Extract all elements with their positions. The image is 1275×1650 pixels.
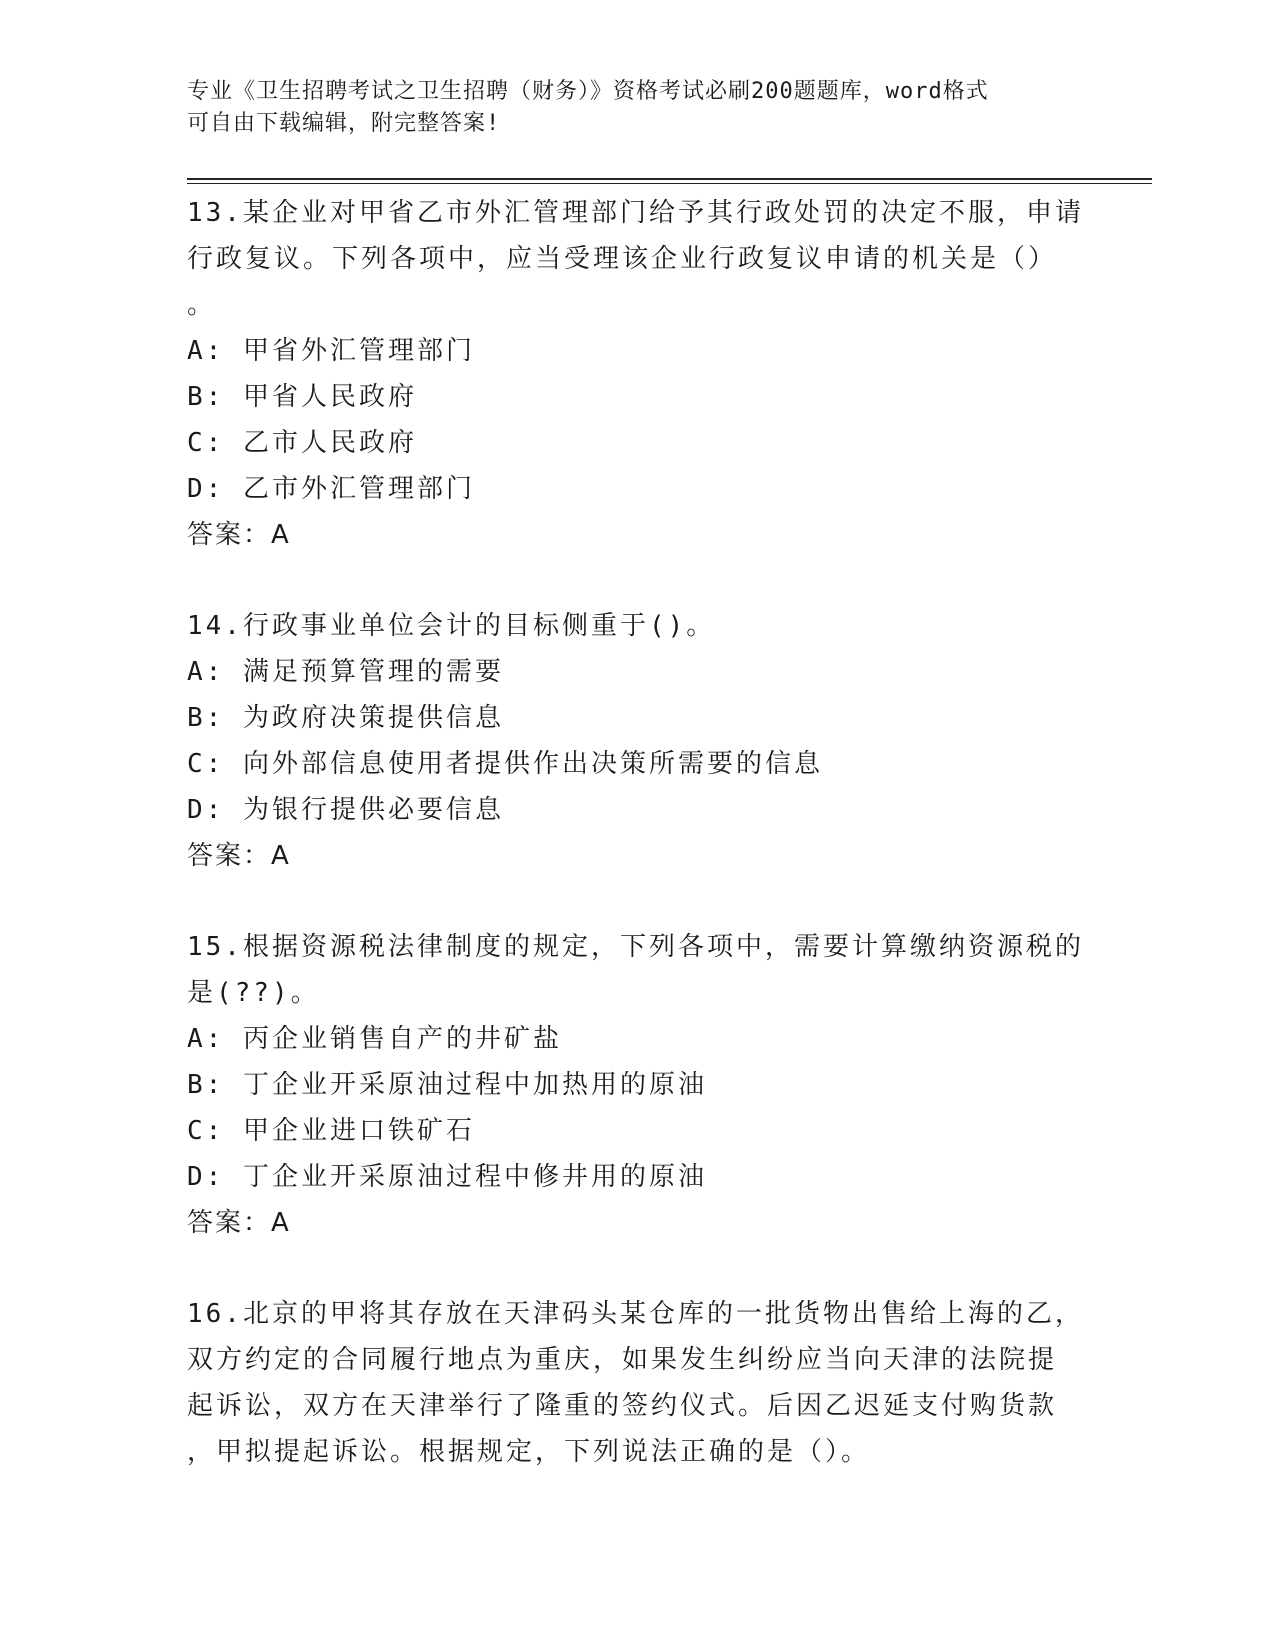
question-13-option-d: D: 乙市外汇管理部门 — [187, 474, 475, 504]
question-15-option-d: D: 丁企业开采原油过程中修井用的原油 — [187, 1162, 707, 1192]
question-13 — [187, 190, 1087, 558]
question-15-stem-line-1: 15.根据资源税法律制度的规定，下列各项中，需要计算缴纳资源税的 — [187, 932, 1084, 962]
question-13-answer: 答案：A — [187, 520, 291, 550]
question-14-option-b: B: 为政府决策提供信息 — [187, 703, 504, 733]
question-14 — [187, 603, 1087, 879]
header-line-2: 可自由下载编辑，附完整答案! — [187, 111, 501, 136]
question-13-option-c: C: 乙市人民政府 — [187, 428, 417, 458]
question-16 — [187, 1291, 1087, 1475]
question-14-stem-line-1: 14.行政事业单位会计的目标侧重于()。 — [187, 611, 716, 641]
question-15 — [187, 924, 1087, 1246]
question-16-stem-line-2: 双方约定的合同履行地点为重庆，如果发生纠纷应当向天津的法院提 — [187, 1345, 1058, 1375]
question-15-option-b: B: 丁企业开采原油过程中加热用的原油 — [187, 1070, 707, 1100]
header-line-1: 专业《卫生招聘考试之卫生招聘（财务）》资格考试必刷200题题库，word格式 — [187, 79, 989, 104]
question-16-stem-line-4: ，甲拟提起诉讼。根据规定，下列说法正确的是（）。 — [187, 1437, 871, 1467]
question-15-stem-line-2: 是(??)。 — [187, 978, 320, 1008]
question-13-option-a: A: 甲省外汇管理部门 — [187, 336, 475, 366]
question-14-option-c: C: 向外部信息使用者提供作出决策所需要的信息 — [187, 749, 823, 779]
question-14-option-a: A: 满足预算管理的需要 — [187, 657, 504, 687]
question-16-stem-line-1: 16.北京的甲将其存放在天津码头某仓库的一批货物出售给上海的乙， — [187, 1299, 1084, 1329]
question-16-stem-line-3: 起诉讼，双方在天津举行了隆重的签约仪式。后因乙迟延支付购货款 — [187, 1391, 1058, 1421]
question-13-option-b: B: 甲省人民政府 — [187, 382, 417, 412]
document-header — [187, 76, 1087, 140]
question-15-option-a: A: 丙企业销售自产的井矿盐 — [187, 1024, 562, 1054]
header-divider-thick — [187, 178, 1152, 180]
question-13-stem-line-1: 13.某企业对甲省乙市外汇管理部门给予其行政处罚的决定不服，申请 — [187, 198, 1084, 228]
question-13-stem-line-3: 。 — [187, 290, 217, 320]
question-15-answer: 答案：A — [187, 1208, 291, 1238]
question-13-stem-line-2: 行政复议。下列各项中，应当受理该企业行政复议申请的机关是（） — [187, 244, 1058, 274]
question-list — [187, 190, 1087, 1475]
question-14-answer: 答案：A — [187, 841, 291, 871]
question-14-option-d: D: 为银行提供必要信息 — [187, 795, 504, 825]
header-divider-thin — [187, 183, 1152, 184]
question-15-option-c: C: 甲企业进口铁矿石 — [187, 1116, 475, 1146]
